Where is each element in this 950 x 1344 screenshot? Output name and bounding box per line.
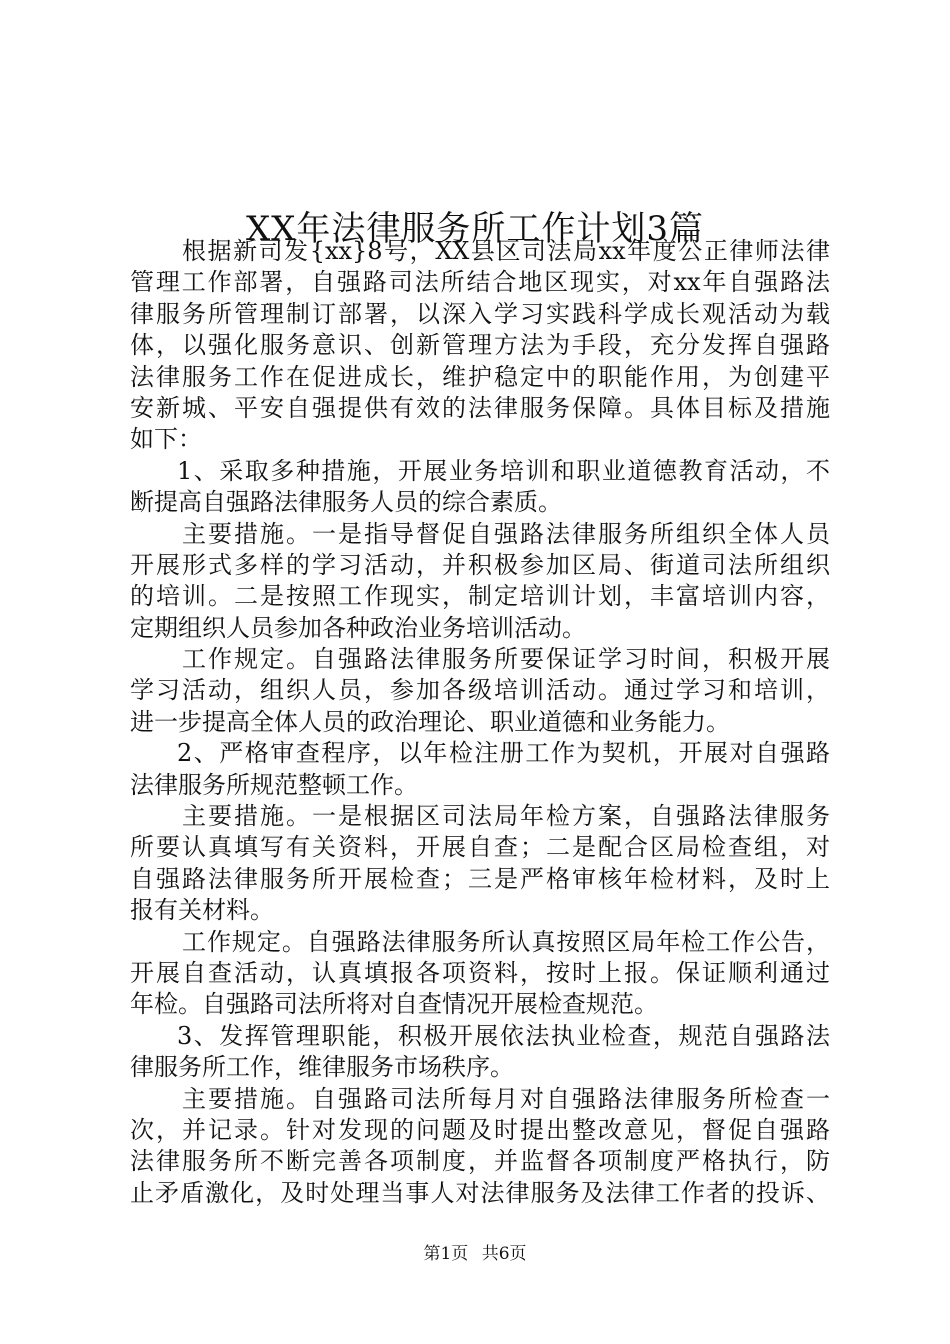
text-line: 律服务所管理制订部署，以深入学习实践科学成长观活动为载 bbox=[130, 299, 830, 328]
text-line: 进一步提高全体人员的政治理论、职业道德和业务能力。 bbox=[130, 707, 730, 736]
text-line: 学习活动，组织人员，参加各级培训活动。通过学习和培训， bbox=[130, 676, 830, 705]
text-line: 3、发挥管理职能，积极开展依法执业检查，规范自强路法 bbox=[177, 1021, 830, 1050]
text-line: 安新城、平安自强提供有效的法律服务保障。具体目标及措施 bbox=[130, 393, 830, 422]
text-line: 法律服务所不断完善各项制度，并监督各项制度严格执行，防 bbox=[130, 1147, 830, 1176]
document-body bbox=[130, 236, 830, 1209]
text-line: 定期组织人员参加各种政治业务培训活动。 bbox=[130, 613, 586, 642]
text-line: 次，并记录。针对发现的问题及时提出整改意见，督促自强路 bbox=[130, 1115, 830, 1144]
text-line: 主要措施。一是指导督促自强路法律服务所组织全体人员 bbox=[182, 519, 830, 548]
text-line: 法律服务工作在促进成长，维护稳定中的职能作用，为创建平 bbox=[130, 362, 830, 391]
text-line: 工作规定。自强路法律服务所认真按照区局年检工作公告， bbox=[182, 927, 830, 956]
text-line: 根据新司发{xx}8号，XX县区司法局xx年度公正律师法律 bbox=[182, 237, 830, 265]
text-line: 体，以强化服务意识、创新管理方法为手段，充分发挥自强路 bbox=[130, 331, 830, 360]
text-line: 法律服务所规范整顿工作。 bbox=[130, 770, 418, 799]
text-line: 主要措施。一是根据区司法局年检方案，自强路法律服务 bbox=[182, 802, 830, 831]
text-line: 报有关材料。 bbox=[130, 896, 274, 925]
text-line: 断提高自强路法律服务人员的综合素质。 bbox=[130, 488, 562, 517]
text-line: 自强路法律服务所开展检查；三是严格审核年检材料，及时上 bbox=[130, 864, 830, 893]
text-line: 年检。自强路司法所将对自查情况开展检查规范。 bbox=[130, 990, 658, 1019]
page-footer bbox=[0, 1243, 950, 1265]
text-line: 如下： bbox=[130, 425, 202, 454]
text-line: 主要措施。自强路司法所每月对自强路法律服务所检查一 bbox=[182, 1084, 830, 1113]
text-line: 工作规定。自强路法律服务所要保证学习时间，积极开展 bbox=[182, 645, 830, 674]
page-total: 共6页 bbox=[481, 1244, 527, 1264]
text-line: 所要认真填写有关资料，开展自查；二是配合区局检查组，对 bbox=[130, 833, 830, 862]
text-line: 的培训。二是按照工作现实，制定培训计划，丰富培训内容， bbox=[130, 582, 830, 611]
text-line: 1、采取多种措施，开展业务培训和职业道德教育活动，不 bbox=[177, 456, 830, 485]
text-line: 开展形式多样的学习活动，并积极参加区局、街道司法所组织 bbox=[130, 550, 830, 579]
text-line: 律服务所工作，维律服务市场秩序。 bbox=[130, 1053, 514, 1082]
text-line: 止矛盾激化，及时处理当事人对法律服务及法律工作者的投诉、 bbox=[130, 1178, 830, 1207]
page-number: 第1页 bbox=[423, 1244, 469, 1264]
text-line: 开展自查活动，认真填报各项资料，按时上报。保证顺利通过 bbox=[130, 958, 830, 987]
text-line: 管理工作部署，自强路司法所结合地区现实，对xx年自强路法 bbox=[130, 268, 830, 297]
text-line: 2、严格审查程序，以年检注册工作为契机，开展对自强路 bbox=[177, 739, 830, 768]
page-title: XX年法律服务所工作计划3篇 bbox=[245, 208, 705, 249]
